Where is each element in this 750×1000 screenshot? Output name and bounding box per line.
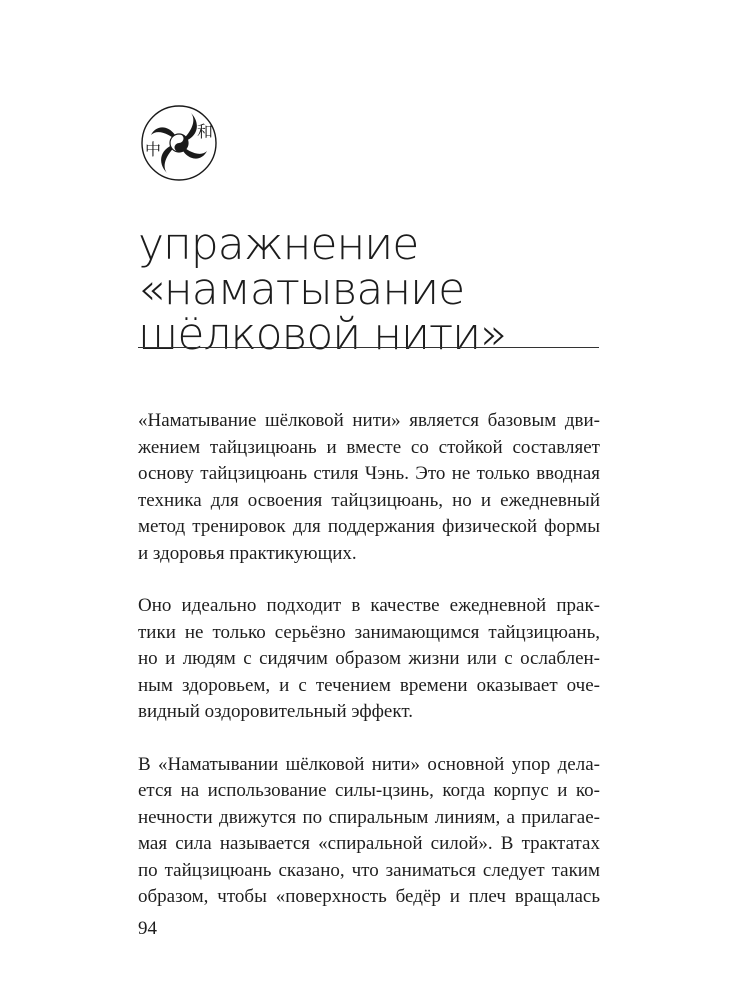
- paragraph: [138, 593, 600, 726]
- paragraph: [138, 752, 600, 911]
- text-line: образом, чтобы «поверхность бедёр и плеч вращалась: [138, 886, 600, 907]
- logo-glyph-left: 中: [145, 140, 162, 159]
- chapter-title-line: шёлковой нити»: [138, 309, 507, 360]
- text-line: и здоровья практикующих.: [138, 542, 357, 564]
- text-line: основу тайцзицюань стиля Чэнь. Это не только вводная: [138, 463, 600, 484]
- text-line: видный оздоровительный эффект.: [138, 701, 413, 722]
- paragraph: [138, 408, 600, 567]
- text-line: мая сила называется «спиральной силой». В трактатах: [138, 833, 600, 854]
- text-line: ется на использование силы-цзинь, когда корпус и ко-: [138, 780, 600, 801]
- text-line: тики не только серьёзно занимающимся тайцзицюань,: [138, 621, 600, 643]
- text-line: «Наматывание шёлковой нити» является базовым дви-: [138, 410, 600, 431]
- text-line: нечности движутся по спиральным линиям, а прилагае-: [138, 806, 600, 828]
- text-line: по тайцзицюань сказано, что заниматься следует таким: [138, 859, 600, 881]
- chapter-title-line: «наматывание: [138, 264, 465, 315]
- text-line: В «Наматывании шёлковой нити» основной упор дела-: [138, 753, 600, 775]
- text-line: ным здоровьем, и с течением времени оказывает оче-: [138, 674, 600, 696]
- text-line: жением тайцзицюань и вместе со стойкой составляет: [138, 436, 600, 458]
- chapter-title: [138, 219, 608, 360]
- taiji-emblem-logo: [139, 103, 219, 183]
- text-line: метод тренировок для поддержания физической формы: [138, 516, 600, 537]
- title-divider: [138, 347, 599, 348]
- body-text: [138, 408, 600, 937]
- chapter-title-line: упражнение: [138, 219, 419, 270]
- text-line: но и людям с сидячим образом жизни или с ослаблен-: [138, 648, 600, 669]
- logo-glyph-right: 和: [197, 122, 214, 141]
- text-line: Оно идеально подходит в качестве ежедневной прак-: [138, 595, 600, 616]
- page-number: 94: [138, 918, 157, 939]
- text-line: техника для освоения тайцзицюань, но и ежедневный: [138, 489, 600, 511]
